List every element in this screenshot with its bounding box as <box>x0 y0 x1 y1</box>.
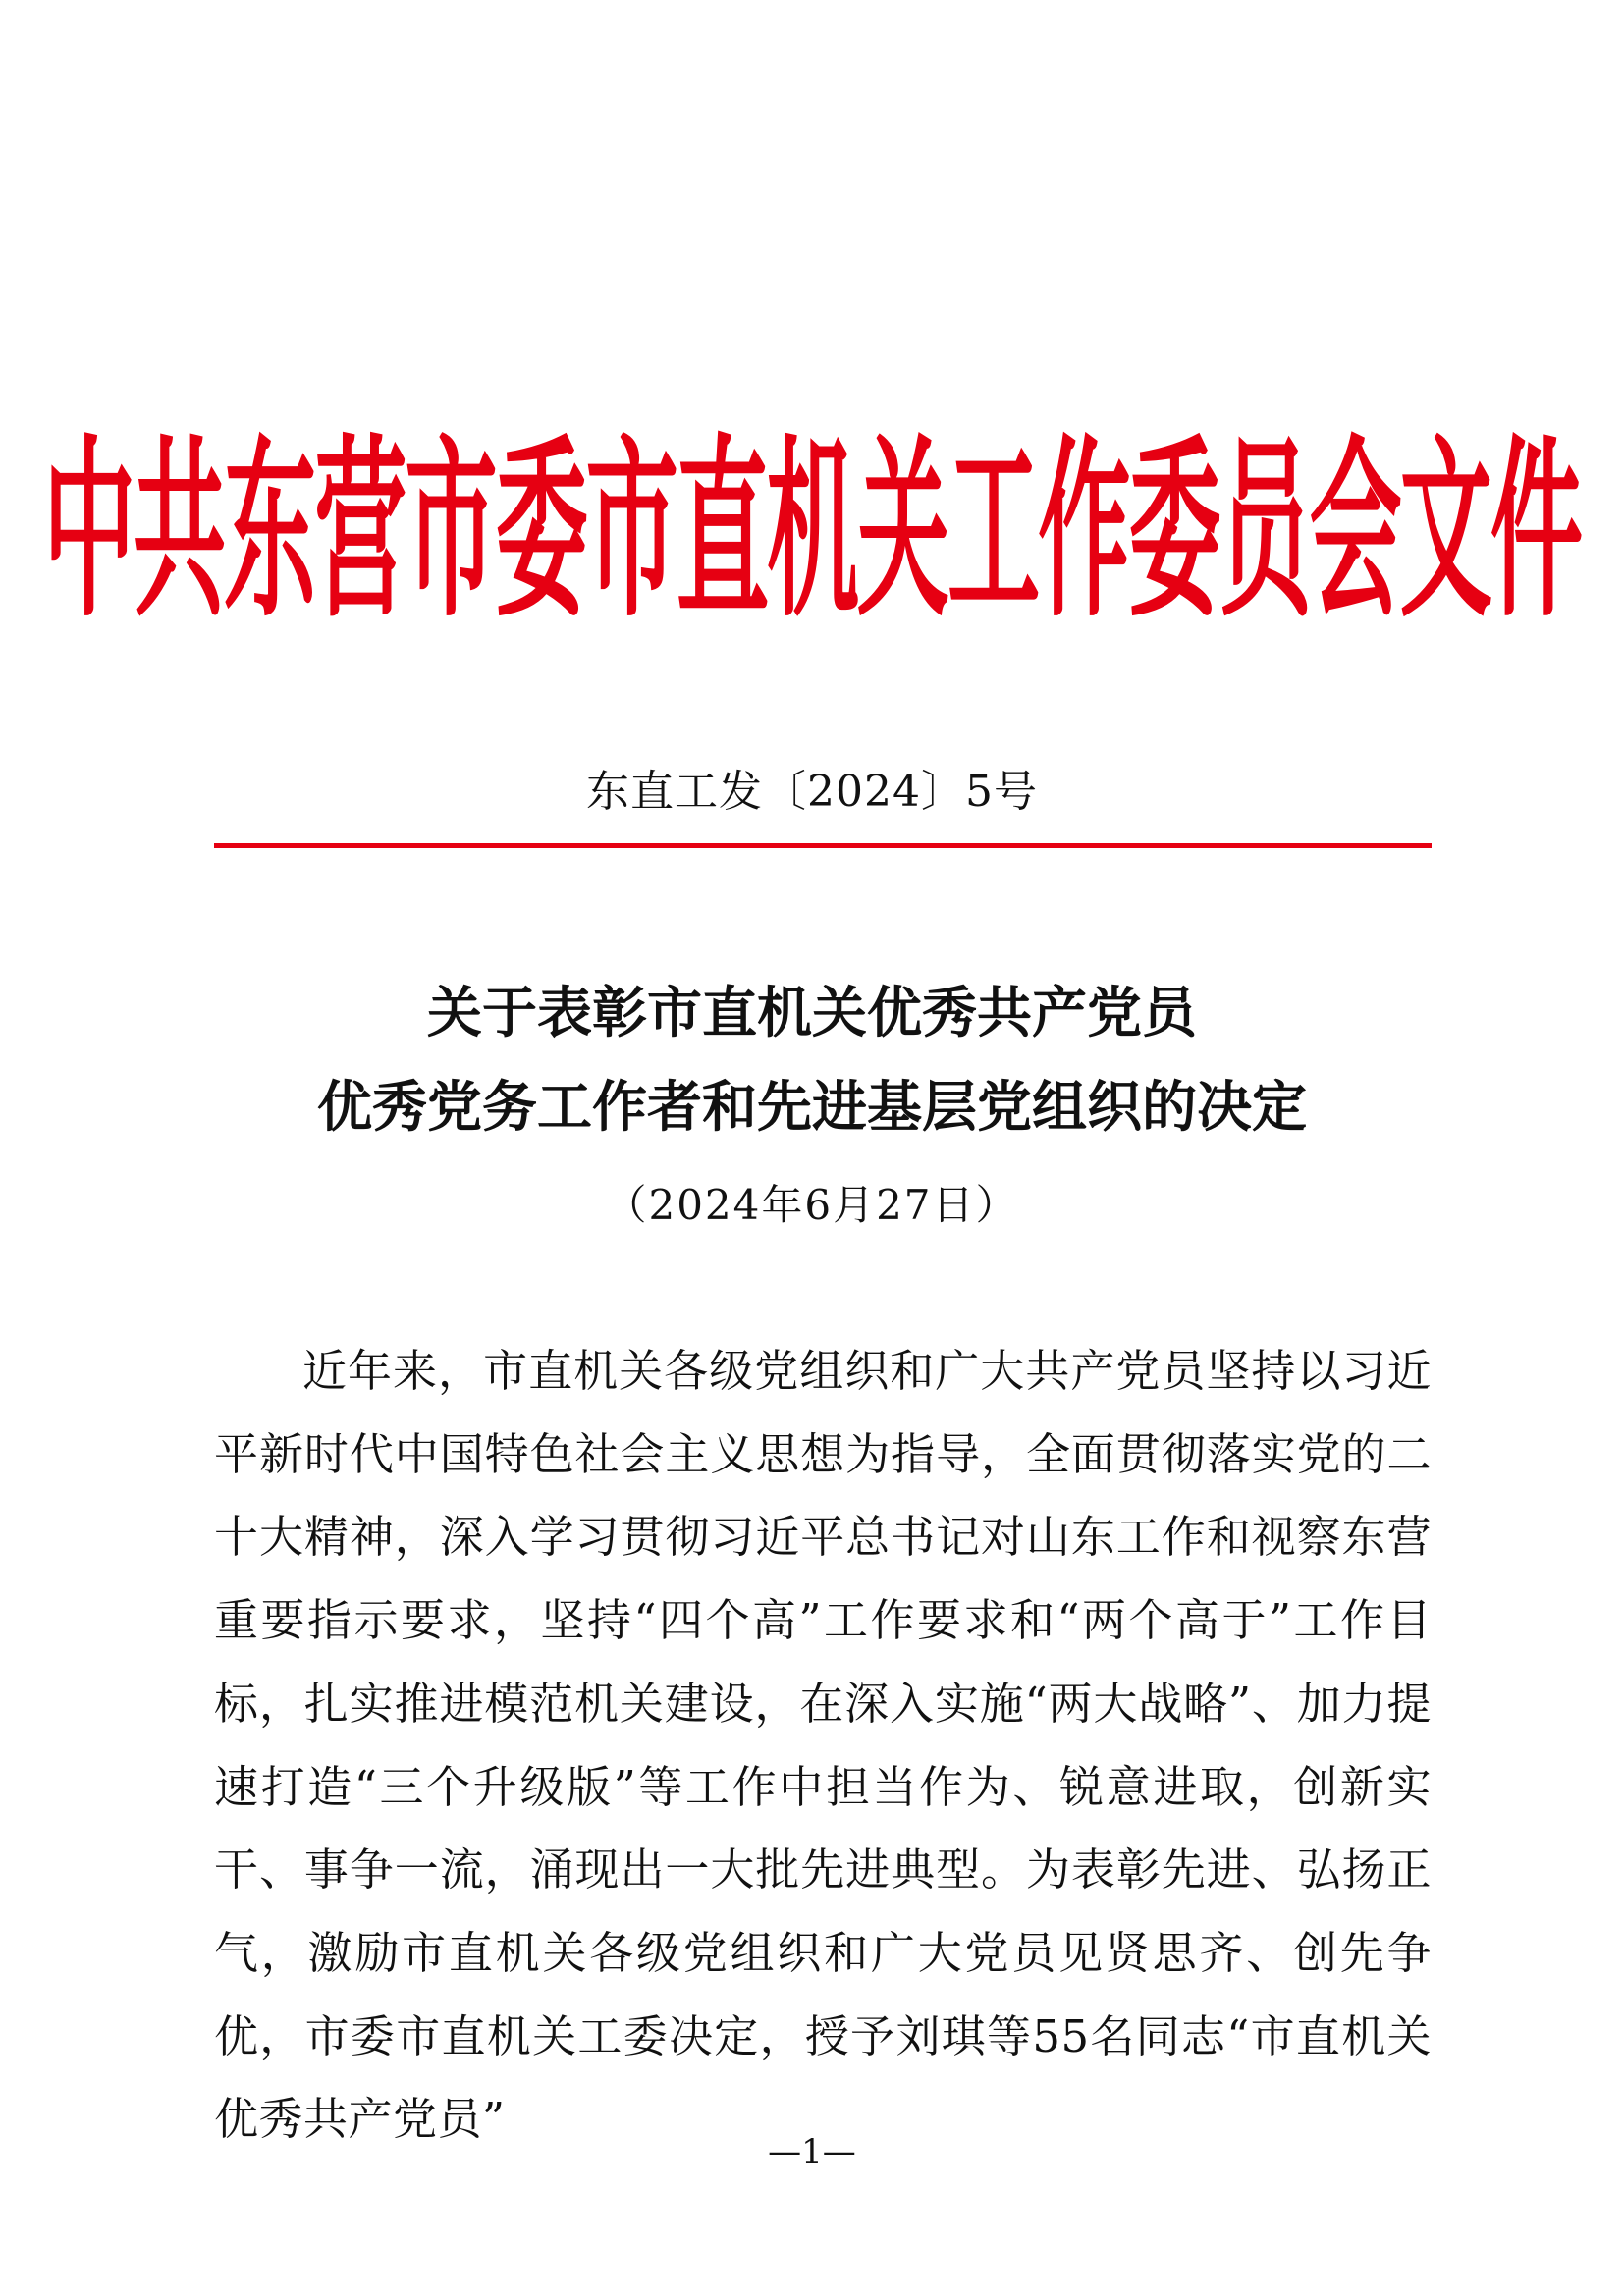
document-title <box>0 967 1624 1155</box>
title-line-1: 关于表彰市直机关优秀共产党员 <box>427 982 1197 1045</box>
body-paragraph: 近年来，市直机关各级党组织和广大共产党员坚持以习近平新时代中国特色社会主义思想为指导，全面贯彻落实党的二十大精神，深入学习贯彻习近平总书记对山东工作和视察东营重要指示要求，坚持“四个高”工作要求和“两个高于”工作目标，扎实推进模范机关建设，在深入实施“两大战略”、加力提速打造“三个升级版”等工作中担当作为、锐意进取，创新实干、事争一流，涌现出一大批先进典型。为表彰先进、弘扬正气，激励市直机关各级党组织和广大党员见贤思齐、创先争优，市委市直机关工委决定，授予刘琪等55名同志“市直机关优秀共产党员” <box>214 1345 1432 2146</box>
page-number: —1— <box>768 2132 856 2171</box>
masthead <box>42 393 1582 644</box>
document-date: （2024年6月27日） <box>605 1181 1019 1229</box>
document-number: 东直工发〔2024〕5号 <box>586 767 1038 817</box>
masthead-title: 中共东营市委市直机关工作委员会文件 <box>42 417 1582 644</box>
red-divider <box>214 843 1432 848</box>
title-line-2: 优秀党务工作者和先进基层党组织的决定 <box>317 1076 1307 1140</box>
